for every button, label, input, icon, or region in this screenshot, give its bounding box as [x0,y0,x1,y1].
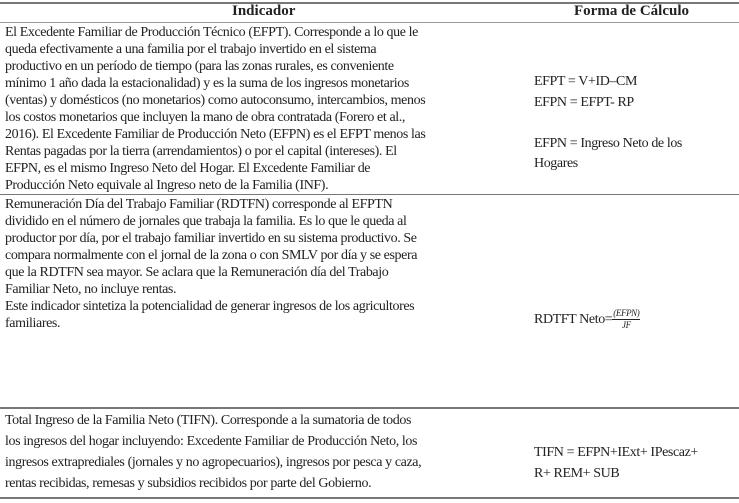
table-bottom-border [0,497,739,499]
row-divider [0,407,739,409]
text-line: productivo en un período de tiempo (para las zonas rurales, es conveniente [5,59,394,74]
text-line: EFPN = EFPT- RP [534,94,634,110]
text-line: rentas recibidas, remesas y subsidios recibidos por parte del Gobierno. [5,476,372,491]
text-line: TIFN = EFPN+IExt+ IPescaz+ [534,445,698,460]
row-tifn-indicator [5,410,421,494]
row-divider [0,194,739,195]
text-line: los ingresos del hogar incluyendo: Excedente Familiar de Producción Neto, los [5,434,418,449]
row-tifn-formula [534,443,698,484]
text-line [534,113,682,134]
header-forma-calculo: Forma de Cálculo [574,3,689,19]
formula-prefix: RDTFT Neto= [534,312,613,327]
text-line: EFPN = Ingreso Neto de los [534,135,682,151]
text-line: ingresos extraprediales (jornales y no agropecuarios), ingresos por pesca y caza, [5,455,422,470]
text-line: 2016). El Excedente Familiar de Producción Neto (EFPN) es el EFPT menos las [5,127,426,142]
formula-fraction [612,308,640,331]
text-line: EFPN, es el mismo Ingreso Neto del Hogar. El Excedente Familiar de [5,161,371,176]
row-efpt-indicator [5,24,425,194]
text-line: Familiar Neto, no incluye rentas. [5,282,177,297]
text-line: que la RDTFN sea mayor. Se aclara que la Remuneración día del Trabajo [5,265,389,280]
text-line: compara normalmente con el jornal de la zona o con SMLV por día y se espera [5,248,418,263]
text-line: (ventas) y domésticos (no monetarios) como autoconsumo, intercambios, menos [5,93,426,108]
text-line: queda efectivamente a una familia por el trabajo invertido en el sistema [5,42,377,57]
text-line: Total Ingreso de la Familia Neto (TIFN). Corresponde a la sumatoria de todos [5,413,412,428]
row-rdtfn-indicator [5,196,417,332]
row-rdtfn-formula [534,306,640,334]
text-line: productor por día, por el trabajo familiar invertido en su sistema productivo. Se [5,231,417,246]
text-line: Rentas pagadas por la tierra (arrendamientos) o por el capital (intereses). El [5,144,397,159]
header-indicador: Indicador [232,3,296,19]
text-line: dividido en el número de jornales que trabaja la familia. Es lo que le queda al [5,214,407,229]
fraction-denominator: JF [621,320,631,331]
text-line: Hogares [534,156,578,171]
text-line: familiares. [5,316,61,331]
text-line: EFPT = V+ID–CM [534,74,638,89]
text-line: los costos monetarios que incluyen la mano de obra contratada (Forero et al., [5,110,405,125]
fraction-numerator: (EFPN) [613,308,640,319]
text-line: El Excedente Familiar de Producción Técnico (EFPT). Corresponde a lo que le [5,25,418,40]
text-line: mínimo 1 año dada la estacionalidad) y es la suma de los ingresos monetarios [5,76,409,91]
text-line: Remuneración Día del Trabajo Familiar (RDTFN) corresponde al EFPTN [5,197,393,212]
header-divider [0,22,739,23]
text-line: R+ REM+ SUB [534,465,620,481]
text-line: Este indicador sintetiza la potencialidad de generar ingresos de los agricultores [5,299,415,314]
row-efpt-formula [534,72,682,175]
text-line: Producción Neto equivale al Ingreso neto de la Familia (INF). [5,178,329,193]
